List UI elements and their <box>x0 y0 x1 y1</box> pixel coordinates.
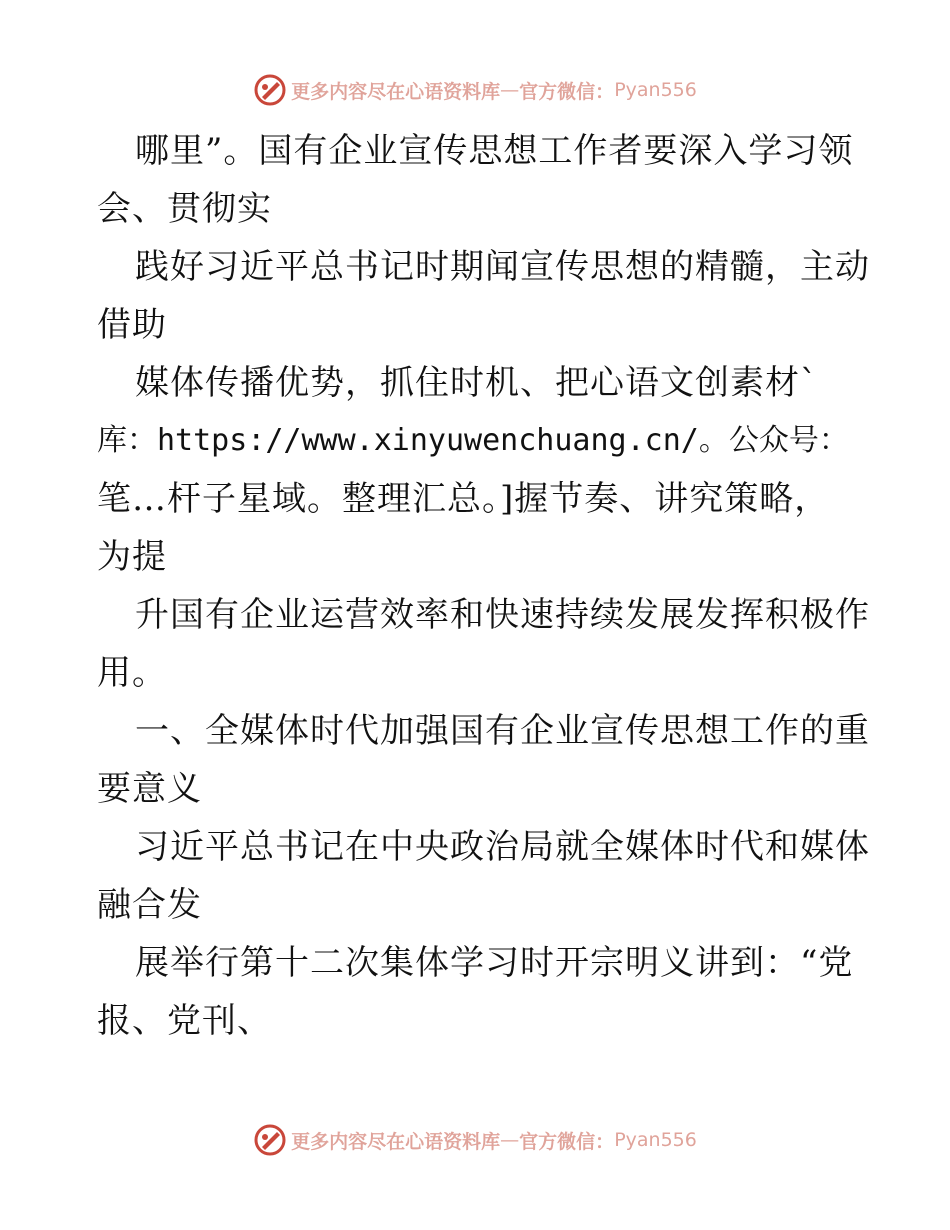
section-heading: 一、全媒体时代加强国有企业宣传思想工作的重 <box>135 711 870 751</box>
document-body <box>97 122 870 1050</box>
body-line: 践好习近平总书记时期闻宣传思想的精髓，主动 <box>135 247 870 287</box>
body-line: 媒体传播优势，抓住时机、把心语文创素材` <box>135 363 818 403</box>
watermark-separator: — <box>500 1129 520 1151</box>
body-line: 为提 <box>97 537 167 577</box>
body-line-url: 库：https://www.xinyuwenchuang.cn/。公众号： <box>97 423 849 458</box>
brand-logo-icon <box>253 73 287 107</box>
brand-logo-icon <box>253 1123 287 1157</box>
section-heading-cont: 要意义 <box>97 769 202 809</box>
watermark-text: 更多内容尽在心语资料库 <box>291 1130 501 1153</box>
watermark-text: 更多内容尽在心语资料库 <box>291 80 501 103</box>
wechat-label: 官方微信： <box>519 1130 615 1153</box>
body-line: 借助 <box>97 305 167 345</box>
body-line: 报、党刊、 <box>97 1001 272 1041</box>
body-line: 升国有企业运营效率和快速持续发展发挥积极作 <box>135 595 870 635</box>
header-watermark <box>0 70 950 110</box>
watermark-separator: — <box>500 79 520 101</box>
body-line: 习近平总书记在中央政治局就全媒体时代和媒体 <box>135 827 870 867</box>
wechat-label: 官方微信： <box>519 80 615 103</box>
body-line: 融合发 <box>97 885 202 925</box>
body-line: 哪里”。国有企业宣传思想工作者要深入学习领 <box>135 131 854 171</box>
body-line: 笔…杆子星域。整理汇总。]握节奏、讲究策略， <box>97 479 830 519</box>
wechat-id: Pyan556 <box>614 79 697 101</box>
footer-watermark <box>0 1120 950 1160</box>
body-line: 展举行第十二次集体学习时开宗明义讲到：“党 <box>135 943 854 983</box>
wechat-id: Pyan556 <box>614 1129 697 1151</box>
body-line: 会、贯彻实 <box>97 189 272 229</box>
body-line: 用。 <box>97 653 167 693</box>
